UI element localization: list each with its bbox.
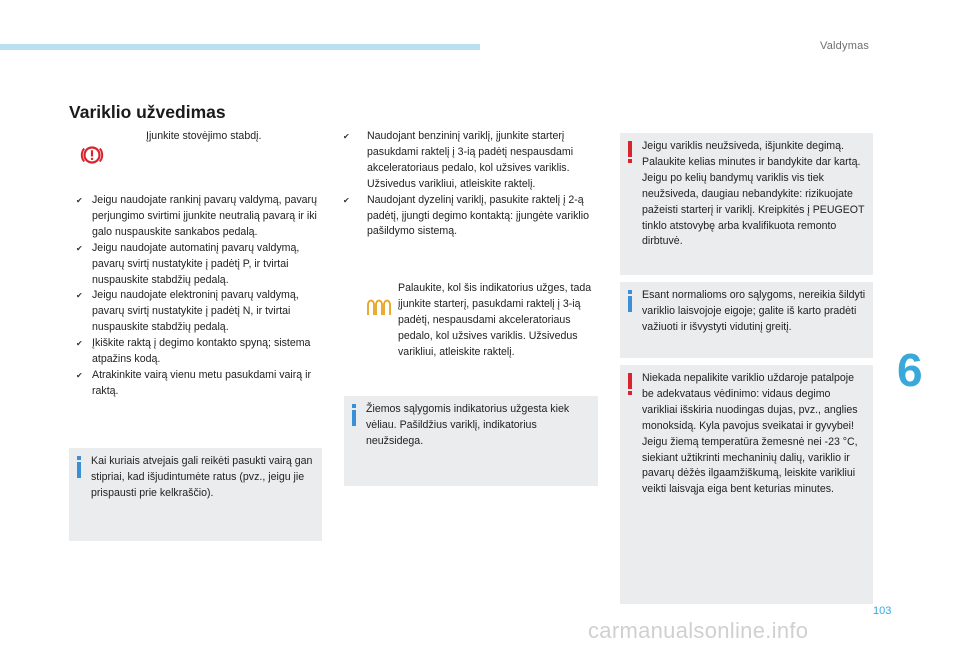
page-number: 103 xyxy=(873,605,892,617)
parking-brake-instruction: Įjunkite stovėjimo stabdį. xyxy=(146,130,262,142)
list-item: ✔ Įkiškite raktą į degimo kontakto spyną; sistema atpažins kodą. xyxy=(76,337,311,366)
page-heading: Variklio užvedimas xyxy=(69,102,226,122)
info-box-normal-conditions xyxy=(620,282,873,358)
info-box-winter xyxy=(344,396,598,486)
arrow-bullet-icon: ✔ xyxy=(76,291,83,301)
warning-icon xyxy=(628,373,632,395)
arrow-bullet-icon: ✔ xyxy=(76,370,83,380)
warning-paragraph: Niekada nepalikite variklio uždaroje patalpoje be adekvataus vėdinimo: vidaus degimo varikliai išskiria nuodingas dujas, pvz., anglies monoksidą. Kyla pavojus sveikatai ir gyvybei! xyxy=(642,372,858,432)
warning-icon xyxy=(628,141,632,163)
warning-box-text xyxy=(642,371,868,498)
preheating-instruction: Palaukite, kol šis indikatorius užges, tada įjunkite starterį, pasukdami raktelį į 3-ią padėtį, nespausdami akceleratoriaus pedalo, kol užsives variklis. Užsivedus varikliui, atleiskite raktelį. xyxy=(398,282,592,358)
preheating-indicator-icon xyxy=(364,297,394,317)
list-item: ✔ Jeigu naudojate automatinį pavarų valdymą, pavarų svirtį nustatykite į padėtį P, ir tvirtai nuspauskite stabdžių pedalą. xyxy=(76,241,300,286)
info-box-steering xyxy=(69,448,322,541)
warning-box-engine-fails xyxy=(620,133,873,275)
info-box-text: Žiemos sąlygomis indikatorius užgesta kiek vėliau. Pašildžius variklį, indikatorius neužsidega. xyxy=(366,403,570,447)
header-accent-bar xyxy=(0,44,480,50)
info-box-text: Kai kuriais atvejais gali reikėti pasukti vairą gan stipriai, kad išjudintumėte ratus (pvz., jeigu jie prispausti prie kelkraščio). xyxy=(91,455,313,499)
list-item: ✔ Atrakinkite vairą vienu metu pasukdami vairą ir raktą. xyxy=(76,368,312,397)
warning-paragraph: Jeigu žiemą temperatūra žemesnė nei -23 °C, siekiant užtikrinti mechaninių dalių, variklio ir pavarų dėžės ilgaamžiškumą, leiskite varikliui veikti laisvąja eiga bent keturias minutes. xyxy=(642,435,858,496)
arrow-bullet-icon: ✔ xyxy=(343,132,350,141)
info-box-text: Esant normalioms oro sąlygoms, nereikia šildyti variklio laisvojoje eigoje; galite iš karto pradėti važiuoti ir išvystyti vidutinį greitį. xyxy=(642,289,866,333)
section-title: Valdymas xyxy=(820,40,870,52)
arrow-bullet-icon: ✔ xyxy=(76,243,83,253)
list-item: ✔ Naudojant benzininį variklį, įjunkite starterį pasukdami raktelį į 3-ią padėtį nespausdami akceleratoriaus pedalo, kol užsives variklis. Užsivedus varikliui, atleiskite raktelį. xyxy=(343,130,574,190)
list-item: ✔ Naudojant dyzelinį variklį, pasukite raktelį į 2-ą padėtį, įjungti degimo kontaktą: įjungėte variklio pašildymo sistemą. xyxy=(343,193,590,238)
arrow-bullet-icon: ✔ xyxy=(343,195,350,205)
list-item: ✔ Jeigu naudojate elektroninį pavarų valdymą, pavarų svirtį nustatykite į padėtį N, ir tvirtai nuspauskite stabdžių pedalą. xyxy=(76,289,299,334)
info-icon xyxy=(77,456,81,478)
brake-warning-icon xyxy=(80,143,104,167)
info-icon xyxy=(628,290,632,312)
arrow-bullet-icon: ✔ xyxy=(76,196,83,205)
arrow-bullet-icon: ✔ xyxy=(76,339,83,349)
warning-box-text: Jeigu variklis neužsiveda, išjunkite degimą. Palaukite kelias minutes ir bandykite dar kartą. Jeigu po kelių bandymų variklis vis tiek neužsiveda, daugiau nebandykite: rizikuojate pažeisti starterį ir variklį. Kreipkitės į PEUGEOT tinklo atstovybę arba kvalifikuota remonto dirbtuvė. xyxy=(642,140,865,248)
watermark: carmanualsonline.info xyxy=(588,618,809,643)
engine-type-list xyxy=(343,129,593,240)
chapter-number: 6 xyxy=(897,344,923,396)
warning-box-ventilation xyxy=(620,365,873,604)
info-icon xyxy=(352,404,356,426)
start-steps-list xyxy=(76,193,321,400)
list-item: ✔ Jeigu naudojate rankinį pavarų valdymą, pavarų perjungimo svirtimi įjunkite neutralią pavarą ir iki galo nuspauskite sankabos pedalą. xyxy=(76,194,317,238)
